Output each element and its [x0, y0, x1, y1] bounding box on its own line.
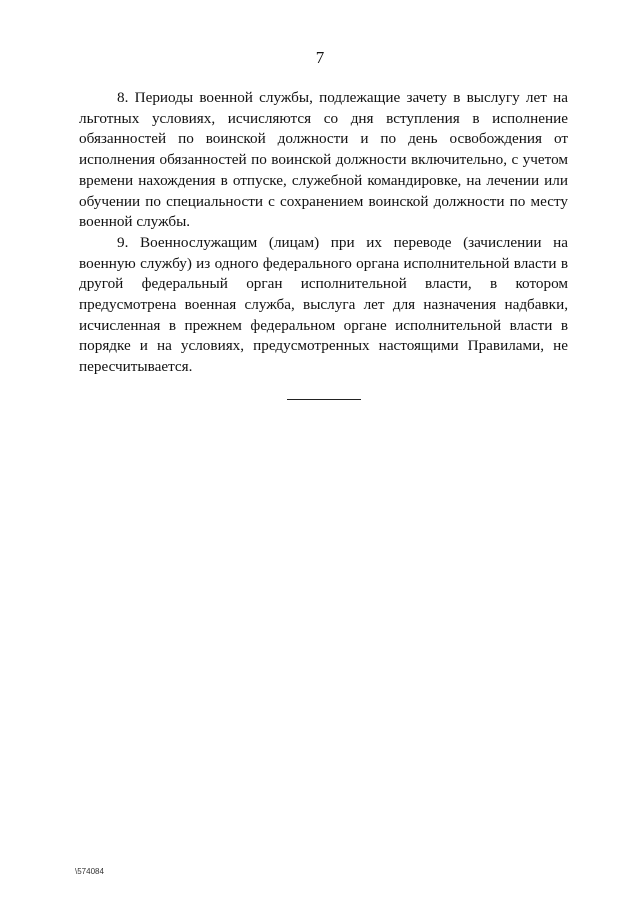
page-number: 7 — [315, 48, 325, 67]
document-body — [79, 88, 568, 378]
paragraph-8: 8. Периоды военной службы, подлежащие зачету в выслугу лет на льготных условиях, исчисляются со дня вступления в исполнение обязанностей по воинской должности и по день освобождения от исполнения обязанностей по воинской должности включительно, с учетом времени нахождения в отпуске, служебной командировке, на лечении или обучении по специальности с сохранением воинской должности по месту военной службы. — [79, 89, 568, 231]
document-code: \574084 — [75, 867, 104, 876]
end-separator-line — [287, 399, 361, 400]
paragraph-9: 9. Военнослужащим (лицам) при их переводе (зачислении на военную службу) из одного федерального органа исполнительной власти в другой федеральный орган исполнительной власти, в котором предусмотрена военная служба, выслуга лет для назначения надбавки, исчисленная в прежнем федеральном органе исполнительной власти в порядке и на условиях, предусмотренных настоящими Правилами, не пересчитывается. — [79, 233, 568, 376]
